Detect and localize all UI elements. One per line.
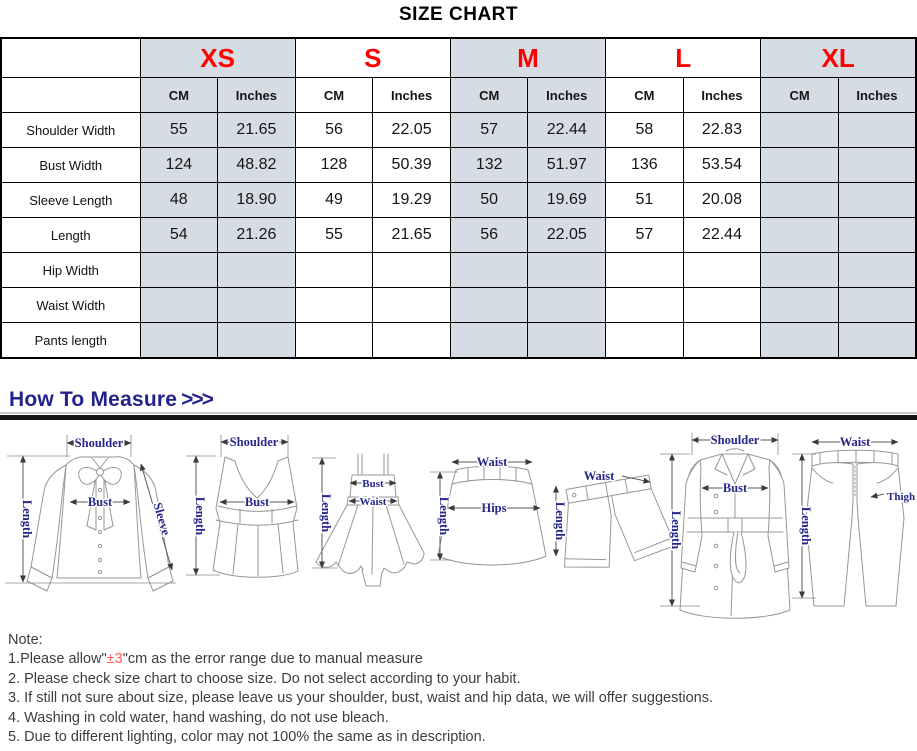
table-head [1,38,916,113]
value-cell: 22.44 [528,113,606,148]
value-cell: 56 [450,218,528,253]
row-label: Pants length [1,323,140,359]
value-cell: 22.44 [683,218,761,253]
measurement-diagrams [0,420,917,630]
note-line-1 [8,650,913,669]
value-cell [528,288,606,323]
pants-length-label: Length [799,506,813,546]
value-cell: 58 [606,113,684,148]
value-cell [218,288,296,323]
value-cell [838,148,916,183]
size-col-header-l: L [606,38,761,78]
corner-cell-top [1,38,140,78]
value-cell: 21.65 [218,113,296,148]
unit-header-row [1,78,916,113]
value-cell: 55 [295,218,373,253]
value-cell [295,253,373,288]
tank-top-length-label: Length [193,496,207,536]
value-cell: 21.65 [373,218,451,253]
slip-dress-bust-label: Bust [362,478,384,490]
value-cell: 54 [140,218,218,253]
value-cell: 51.97 [528,148,606,183]
table-row [1,113,916,148]
value-cell: 57 [450,113,528,148]
unit-header-inches-m: Inches [528,78,606,113]
value-cell: 19.69 [528,183,606,218]
value-cell [140,253,218,288]
note-heading: Note: [8,632,43,648]
value-cell [838,218,916,253]
size-col-header-s: S [295,38,450,78]
shorts-length-label: Length [553,501,567,541]
unit-header-inches-s: Inches [373,78,451,113]
row-label: Length [1,218,140,253]
unit-header-inches-xs: Inches [218,78,296,113]
value-cell [761,218,839,253]
coat-length-label: Length [669,510,683,550]
value-cell [450,288,528,323]
skirt-hips-label: Hips [481,501,507,515]
value-cell [838,113,916,148]
value-cell: 136 [606,148,684,183]
row-label: Hip Width [1,253,140,288]
size-col-header-xs: XS [140,38,295,78]
value-cell [838,253,916,288]
value-cell: 22.05 [528,218,606,253]
blouse-drawing [27,457,173,591]
triple-chevron-icon: >>> [181,388,212,411]
skirt-waist-label: Waist [476,455,508,469]
corner-cell-bottom [1,78,140,113]
blouse-sleeve-label: Sleeve [150,500,174,537]
value-cell [218,323,296,359]
value-cell: 128 [295,148,373,183]
value-cell: 50.39 [373,148,451,183]
value-cell [761,288,839,323]
note-line-5: 5. Due to different lighting, color may not 100% the same as in description. [8,729,486,746]
value-cell: 132 [450,148,528,183]
slip-dress-length-label: Length [319,493,333,533]
value-cell: 18.90 [218,183,296,218]
size-col-header-m: M [450,38,605,78]
notes-section [8,631,913,747]
page-title: SIZE CHART [399,4,518,25]
table-body [1,113,916,359]
table-row [1,148,916,183]
unit-header-inches-xl: Inches [838,78,916,113]
value-cell [761,113,839,148]
row-label: Sleeve Length [1,183,140,218]
value-cell [528,323,606,359]
unit-header-cm-l: CM [606,78,684,113]
value-cell [683,288,761,323]
value-cell [140,323,218,359]
coat-bust-label: Bust [722,481,748,495]
table-row [1,323,916,359]
value-cell [761,148,839,183]
pants-thigh-label: Thigh [887,491,916,503]
note-line-2: 2. Please check size chart to choose size. Do not select according to your habit. [8,670,521,687]
value-cell: 56 [295,113,373,148]
unit-header-cm-xs: CM [140,78,218,113]
value-cell [761,183,839,218]
value-cell [606,323,684,359]
unit-header-inches-l: Inches [683,78,761,113]
pants-waist-label: Waist [839,435,871,449]
table-row [1,288,916,323]
value-cell [761,253,839,288]
blouse-bust-label: Bust [87,495,113,509]
value-cell [528,253,606,288]
unit-header-cm-s: CM [295,78,373,113]
value-cell: 20.08 [683,183,761,218]
row-label: Bust Width [1,148,140,183]
row-label: Waist Width [1,288,140,323]
value-cell: 48.82 [218,148,296,183]
heading-divider-rule [0,412,917,420]
tank-top-drawing [213,457,298,577]
value-cell [683,323,761,359]
tank-top-bust-label: Bust [244,495,270,509]
value-cell [218,253,296,288]
value-cell: 57 [606,218,684,253]
blouse-shoulder-label: Shoulder [74,436,124,450]
value-cell [683,253,761,288]
table-row [1,218,916,253]
value-cell [838,183,916,218]
value-cell [295,323,373,359]
value-cell: 22.05 [373,113,451,148]
skirt-drawing [438,466,546,565]
value-cell [450,323,528,359]
row-label: Shoulder Width [1,113,140,148]
size-col-header-xl: XL [761,38,916,78]
value-cell: 55 [140,113,218,148]
value-cell [838,288,916,323]
note-1-suffix: "cm as the error range due to manual measure [122,651,423,668]
unit-header-cm-m: CM [450,78,528,113]
how-to-measure-label: How To Measure [9,388,178,411]
size-table [0,37,917,359]
tank-top-shoulder-label: Shoulder [229,435,279,449]
value-cell: 19.29 [373,183,451,218]
value-cell [606,253,684,288]
value-cell [606,288,684,323]
shorts-drawing [551,473,677,575]
value-cell: 48 [140,183,218,218]
note-1-error-range: ±3 [106,651,123,668]
shorts-waist-label: Waist [583,469,615,483]
value-cell: 49 [295,183,373,218]
skirt-length-label: Length [437,496,451,536]
value-cell [450,253,528,288]
note-line-4: 4. Washing in cold water, hand washing, do not use bleach. [8,709,389,726]
value-cell [373,323,451,359]
how-to-measure-heading [9,388,212,412]
pants-drawing [806,450,904,606]
value-cell [140,288,218,323]
value-cell: 22.83 [683,113,761,148]
unit-header-cm-xl: CM [761,78,839,113]
slip-dress-waist-label: Waist [359,496,387,508]
coat-drawing [680,449,790,619]
note-line-3: 3. If still not sure about size, please leave us your shoulder, bust, waist and hip data, we will offer suggestions. [8,690,713,707]
value-cell: 50 [450,183,528,218]
table-row [1,183,916,218]
note-1-prefix: 1.Please allow" [8,651,107,668]
blouse-length-label: Length [20,499,34,539]
value-cell [761,323,839,359]
table-row [1,253,916,288]
coat-shoulder-label: Shoulder [710,433,760,447]
value-cell [373,288,451,323]
value-cell [373,253,451,288]
value-cell: 21.26 [218,218,296,253]
value-cell: 51 [606,183,684,218]
value-cell [295,288,373,323]
size-header-row [1,38,916,78]
value-cell: 124 [140,148,218,183]
value-cell: 53.54 [683,148,761,183]
value-cell [838,323,916,359]
